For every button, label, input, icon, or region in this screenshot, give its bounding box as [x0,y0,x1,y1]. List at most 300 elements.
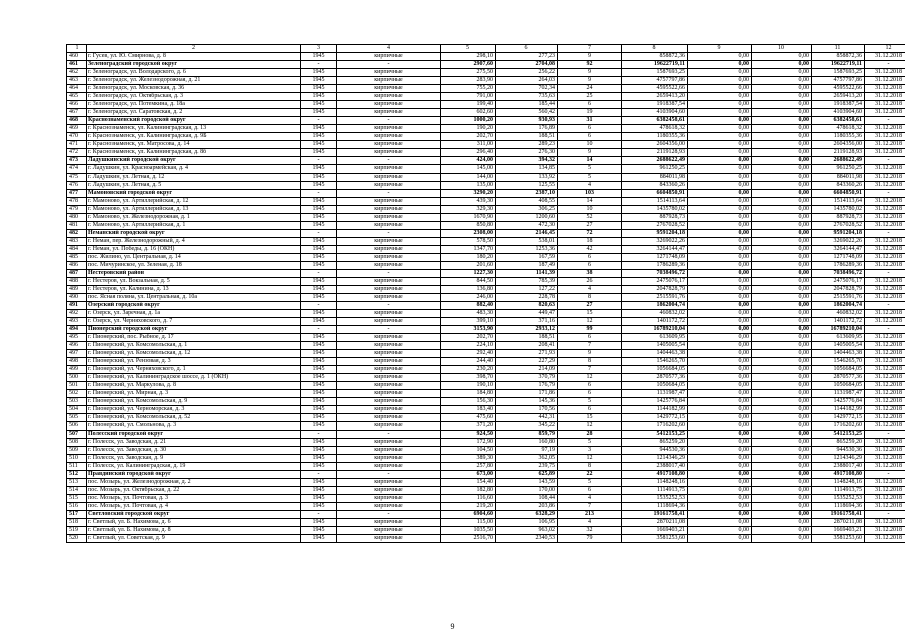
table-cell: 4 [558,181,622,189]
table-cell: г. Полесск, ул. Заводская, д. 9 [87,454,301,462]
column-number-cell: 12 [865,45,905,53]
table-row [67,93,905,101]
table-row [67,181,905,189]
table-cell: 176,79 [496,382,558,390]
table-cell: 208,41 [496,342,558,350]
table-cell: кирпичные [337,109,441,117]
table-cell: 1945 [301,149,337,157]
table-cell: - [337,61,441,69]
table-row [67,414,905,422]
table-cell: кирпичные [337,334,441,342]
table-cell: 2704,08 [496,61,558,69]
table-cell: 276,30 [496,149,558,157]
table-cell: кирпичные [337,77,441,85]
table-cell: 755,20 [441,85,496,93]
table-cell: пос. Мозырь, ул. Железнодорожная, д. 2 [87,478,301,486]
table-row [67,318,905,326]
table-cell: - [865,510,905,518]
table-cell: 510 [67,454,87,462]
table-cell: 9591204,18 [812,229,865,237]
table-cell: 460832,02 [622,310,688,318]
table-cell: 0,00 [688,189,752,197]
table-cell: кирпичные [337,205,441,213]
table-cell: 115,00 [441,518,496,526]
table-cell: 517 [67,510,87,518]
table-cell: 1227,30 [441,269,496,277]
table-row [67,173,905,181]
table-cell: 0,00 [752,422,812,430]
table-row [67,310,905,318]
table-row [67,502,905,510]
table-cell: 0,00 [752,350,812,358]
table-cell: 10 [558,141,622,149]
district-total-row [67,189,905,197]
table-cell: пос. Жилино, ул. Центральная, д. 14 [87,253,301,261]
district-total-row [67,269,905,277]
table-cell: 501 [67,382,87,390]
table-cell: 2047828,79 [812,285,865,293]
table-cell: - [301,470,337,478]
table-cell: 14 [558,197,622,205]
table-cell: 4 [558,494,622,502]
table-cell: 613609,95 [812,334,865,342]
table-cell: 370,79 [496,374,558,382]
table-cell: 201,60 [441,261,496,269]
table-cell: г. Пионерский, ул. Комсомольская, д. 12 [87,350,301,358]
table-cell: 31.12.2018 [865,221,905,229]
table-cell: 170,56 [496,406,558,414]
table-cell: г. Пионерский, ул. Мирная, д. 3 [87,390,301,398]
table-cell: - [301,510,337,518]
table-cell: 493 [67,318,87,326]
table-cell: Нестеровский район [87,269,301,277]
table-row [67,398,905,406]
table-cell: г. Краснознаменск, ул. Калининградская, д. 8б [87,149,301,157]
table-cell: 0,00 [688,213,752,221]
table-cell: 478618,32 [622,125,688,133]
table-cell: 0,00 [752,197,812,205]
table-cell: 9 [558,350,622,358]
table-cell: 7 [558,502,622,510]
table-cell: 0,00 [752,205,812,213]
table-cell: 1271748,09 [812,253,865,261]
table-cell: 399,10 [441,318,496,326]
table-cell: 0,00 [688,382,752,390]
table-row [67,221,905,229]
table-cell: 0,00 [752,478,812,486]
table-cell: г. Пионерский, ул. Калининградское шоссе, д. 1 (ОКН) [87,374,301,382]
table-cell: 472 [67,149,87,157]
table-cell: 0,00 [752,189,812,197]
table-cell: 483 [67,237,87,245]
table-cell: 99 [558,326,622,334]
table-cell: 0,00 [688,149,752,157]
table-cell: кирпичные [337,462,441,470]
table-cell: 508 [67,438,87,446]
table-cell: 0,00 [688,117,752,125]
table-cell: 0,00 [688,173,752,181]
table-cell: кирпичные [337,366,441,374]
table-cell: кирпичные [337,518,441,526]
district-total-row [67,157,905,165]
table-cell: 1118694,36 [622,502,688,510]
table-row [67,534,905,542]
table-cell: 0,00 [752,390,812,398]
table-cell: 145,00 [441,165,496,173]
table-cell: 1945 [301,382,337,390]
table-cell: 2515591,76 [812,293,865,301]
table-cell: 190,10 [441,382,496,390]
table-cell: 0,00 [752,310,812,318]
district-total-row [67,302,905,310]
table-cell: 31.12.2018 [865,165,905,173]
table-cell: 1945 [301,165,337,173]
table-cell: Краснознаменский городской округ [87,117,301,125]
table-cell: 1000,20 [441,117,496,125]
table-cell: 145,36 [496,398,558,406]
table-cell: 4 [558,518,622,526]
housing-register-table [66,44,905,543]
table-cell: 1200,60 [496,213,558,221]
table-row [67,494,905,502]
table-cell: 0,00 [688,390,752,398]
table-cell: 1945 [301,277,337,285]
table-cell: 25 [558,93,622,101]
column-number-cell: 5 [441,45,496,53]
table-cell: Ладушкинский городской округ [87,157,301,165]
table-cell: 469 [67,125,87,133]
table-cell: 0,00 [688,157,752,165]
table-cell: 5 [558,173,622,181]
table-cell: 0,00 [688,326,752,334]
table-cell: 1587693,25 [622,69,688,77]
table-cell: 489 [67,285,87,293]
table-cell: 963,02 [496,526,558,534]
table-row [67,69,905,77]
table-cell: 0,00 [752,510,812,518]
table-cell: 10 [558,205,622,213]
table-cell: 5 [558,438,622,446]
table-cell: 1180355,36 [622,133,688,141]
table-cell: 0,00 [752,285,812,293]
table-cell: 31.12.2018 [865,205,905,213]
table-cell: 362,05 [496,454,558,462]
table-cell: 0,00 [688,462,752,470]
table-row [67,213,905,221]
table-cell: 104,50 [441,446,496,454]
table-cell: 1435780,02 [812,205,865,213]
table-cell: 31.12.2018 [865,446,905,454]
table-cell: 257,80 [441,462,496,470]
table-cell: 408,55 [496,197,558,205]
table-cell: 202,70 [441,133,496,141]
table-cell: 24 [558,85,622,93]
table-cell: г. Светлый, ул. Б. Нахимова, д. 6 [87,518,301,526]
table-cell: 0,00 [688,61,752,69]
table-cell: кирпичные [337,277,441,285]
table-cell: 9591204,18 [622,229,688,237]
table-cell: кирпичные [337,253,441,261]
table-cell: 503 [67,398,87,406]
table-cell: 462 [67,69,87,77]
table-cell: кирпичные [337,494,441,502]
table-cell: кирпичные [337,285,441,293]
table-cell: 0,00 [752,398,812,406]
table-cell: 4 [558,285,622,293]
table-cell: 16789210,04 [812,326,865,334]
column-number-cell: 3 [301,45,337,53]
table-cell: 31.12.2018 [865,101,905,109]
table-cell: - [337,430,441,438]
table-cell: 0,00 [752,165,812,173]
table-cell: 1118694,36 [812,502,865,510]
table-cell: 1131987,47 [622,390,688,398]
table-cell: 0,00 [688,69,752,77]
table-cell: 19622719,11 [622,61,688,69]
table-cell: 0,00 [752,221,812,229]
page-number: 9 [450,622,455,631]
table-cell: г. Полесск, ул. Заводская, д. 30 [87,446,301,454]
table-cell: - [301,61,337,69]
table-cell: 1056684,05 [812,366,865,374]
table-cell: 31.12.2018 [865,125,905,133]
table-cell: кирпичные [337,149,441,157]
table-cell: 0,00 [688,318,752,326]
table-cell: 1404463,38 [812,350,865,358]
table-cell: г. Полесск, ул. Заводская, д. 21 [87,438,301,446]
table-cell: 1945 [301,237,337,245]
table-cell: кирпичные [337,69,441,77]
table-cell: 0,00 [688,374,752,382]
table-cell: 0,00 [688,141,752,149]
table-cell: 515 [67,494,87,502]
table-cell: 520 [67,534,87,542]
table-cell: г. Зеленоградск, ул. Октябрьская, д. 3 [87,93,301,101]
table-row [67,438,905,446]
table-cell: 2308,00 [441,229,496,237]
table-cell: 499 [67,366,87,374]
table-cell: 125,55 [496,181,558,189]
table-cell: 1945 [301,518,337,526]
table-cell: 103 [558,189,622,197]
table-cell: 31.12.2018 [865,141,905,149]
table-cell: 2515591,76 [622,293,688,301]
table-cell: 6 [558,406,622,414]
table-cell: - [301,326,337,334]
table-cell: 228,78 [496,293,558,301]
table-cell: г. Пионерский, ул. Комсомольская, д. 9 [87,398,301,406]
table-cell: 31 [558,117,622,125]
table-cell: 2870577,36 [622,374,688,382]
table-cell: г. Краснознаменск, ул. Матросова, д. 14 [87,141,301,149]
table-cell: 184,80 [441,390,496,398]
table-cell: 0,00 [752,470,812,478]
table-cell: 1546265,70 [622,358,688,366]
table-cell: 134,85 [496,165,558,173]
table-cell: 1945 [301,77,337,85]
table-cell: 9 [558,149,622,157]
district-total-row [67,117,905,125]
table-cell: 0,00 [688,245,752,253]
table-cell: 0,00 [752,85,812,93]
table-cell: 0,00 [752,261,812,269]
table-cell: - [865,229,905,237]
table-cell: 31.12.2018 [865,133,905,141]
table-cell: 1514113,64 [622,197,688,205]
table-cell: 0,00 [752,366,812,374]
table-cell: 306,25 [496,205,558,213]
table-cell: 38 [558,269,622,277]
table-cell: кирпичные [337,502,441,510]
table-cell: кирпичные [337,101,441,109]
table-cell: 1945 [301,478,337,486]
table-cell: 506 [67,422,87,430]
table-cell: 31.12.2018 [865,398,905,406]
table-cell: 31.12.2018 [865,502,905,510]
table-cell: 8 [558,462,622,470]
table-cell: кирпичные [337,245,441,253]
table-cell: 292,40 [441,350,496,358]
table-cell: 1405005,54 [812,342,865,350]
table-cell: 496 [67,342,87,350]
table-cell: 0,00 [688,422,752,430]
table-cell: - [337,117,441,125]
table-cell: 9 [558,53,622,61]
table-cell: 4917108,80 [622,470,688,478]
table-cell: 0,00 [688,358,752,366]
table-cell: кирпичные [337,310,441,318]
table-cell: 1945 [301,101,337,109]
table-cell: 31.12.2018 [865,342,905,350]
table-cell: 182,80 [441,486,496,494]
table-row [67,141,905,149]
table-cell: 154,40 [441,478,496,486]
table-cell: 0,00 [688,205,752,213]
table-cell: 7038496,72 [622,269,688,277]
table-cell: 15 [558,310,622,318]
table-cell: 487 [67,269,87,277]
table-cell: кирпичные [337,438,441,446]
table-cell: 1945 [301,69,337,77]
table-cell: 961250,25 [812,165,865,173]
table-row [67,350,905,358]
table-cell: 0,00 [688,269,752,277]
table-cell: 785,39 [496,277,558,285]
table-cell: кирпичные [337,478,441,486]
table-cell: 0,00 [752,438,812,446]
table-cell: пос. Ясная поляна, ул. Центральная, д. 10а [87,293,301,301]
table-cell: 31.12.2018 [865,526,905,534]
table-row [67,358,905,366]
table-cell: 156,30 [441,398,496,406]
table-cell: 6 [558,125,622,133]
table-cell: 1271748,09 [622,253,688,261]
table-row [67,518,905,526]
table-cell: г. Пионерский, ул. Черноморская, д. 3 [87,406,301,414]
table-cell: 2688622,49 [622,157,688,165]
table-cell: 219,20 [441,502,496,510]
table-cell: 97,19 [496,446,558,454]
table-cell: 473 [67,157,87,165]
table-cell: 0,00 [752,277,812,285]
table-cell: 0,00 [688,486,752,494]
table-cell: 1945 [301,390,337,398]
table-cell: Полесский городской округ [87,430,301,438]
table-cell: 1148248,16 [622,478,688,486]
table-cell: 479 [67,205,87,213]
table-cell: 1945 [301,141,337,149]
table-cell: 271,93 [496,350,558,358]
table-cell: 1945 [301,93,337,101]
table-cell: 4103904,60 [622,109,688,117]
table-cell: 513 [67,478,87,486]
table-cell: 1786289,36 [812,261,865,269]
table-cell: 19 [558,109,622,117]
table-cell: 12 [558,454,622,462]
table-cell: 1918387,54 [622,101,688,109]
table-cell: 0,00 [688,430,752,438]
table-cell: 246,00 [441,293,496,301]
table-cell: 398,70 [441,374,496,382]
table-cell: 31.12.2018 [865,213,905,221]
table-cell: 884011,98 [812,173,865,181]
table-cell: 31.12.2018 [865,534,905,542]
table-cell: 1401172,72 [812,318,865,326]
table-cell: 0,00 [688,478,752,486]
table-cell: 202,70 [441,334,496,342]
table-cell: 9 [558,69,622,77]
table-cell: 6 [558,253,622,261]
table-cell: 519 [67,526,87,534]
table-cell: - [865,470,905,478]
table-cell: г. Пионерский, ул. Черняховского, д. 1 [87,366,301,374]
table-cell: 0,00 [688,494,752,502]
table-cell: 0,00 [688,77,752,85]
table-cell: 170,00 [496,486,558,494]
table-cell: 2388017,40 [812,462,865,470]
table-cell: г. Пионерский, ул. Комсомольская, д. 52 [87,414,301,422]
table-cell: 0,00 [688,237,752,245]
table-cell: 500 [67,374,87,382]
table-cell: 0,00 [752,53,812,61]
table-cell: 467 [67,109,87,117]
table-cell: 858872,36 [622,53,688,61]
register-sheet [66,44,902,543]
table-cell: 1918387,54 [812,101,865,109]
table-cell: 311,00 [441,141,496,149]
table-cell: 31.12.2018 [865,382,905,390]
table-cell: пос. Мозырь, ул. Почтовая, д. 4 [87,502,301,510]
table-cell: 106,95 [496,518,558,526]
table-cell: 930,93 [496,117,558,125]
table-row [67,526,905,534]
table-cell: г. Краснознаменск, ул. Калининградская, д. 13 [87,125,301,133]
table-cell: 6382458,61 [812,117,865,125]
table-cell: 144,00 [441,173,496,181]
table-cell: 19161758,41 [622,510,688,518]
table-cell: 1056684,05 [622,366,688,374]
table-cell: 1425776,84 [812,398,865,406]
table-cell: г. Пионерский, ул. Маркулова, д. 8 [87,382,301,390]
table-cell: 461 [67,61,87,69]
table-cell: г. Мамоново, ул. Артиллерийская, д. 12 [87,197,301,205]
table-cell: 31.12.2018 [865,462,905,470]
table-cell: 230,20 [441,366,496,374]
table-cell: - [865,430,905,438]
table-cell: 0,00 [688,350,752,358]
table-cell: 31.12.2018 [865,318,905,326]
table-cell: 1144182,99 [812,406,865,414]
